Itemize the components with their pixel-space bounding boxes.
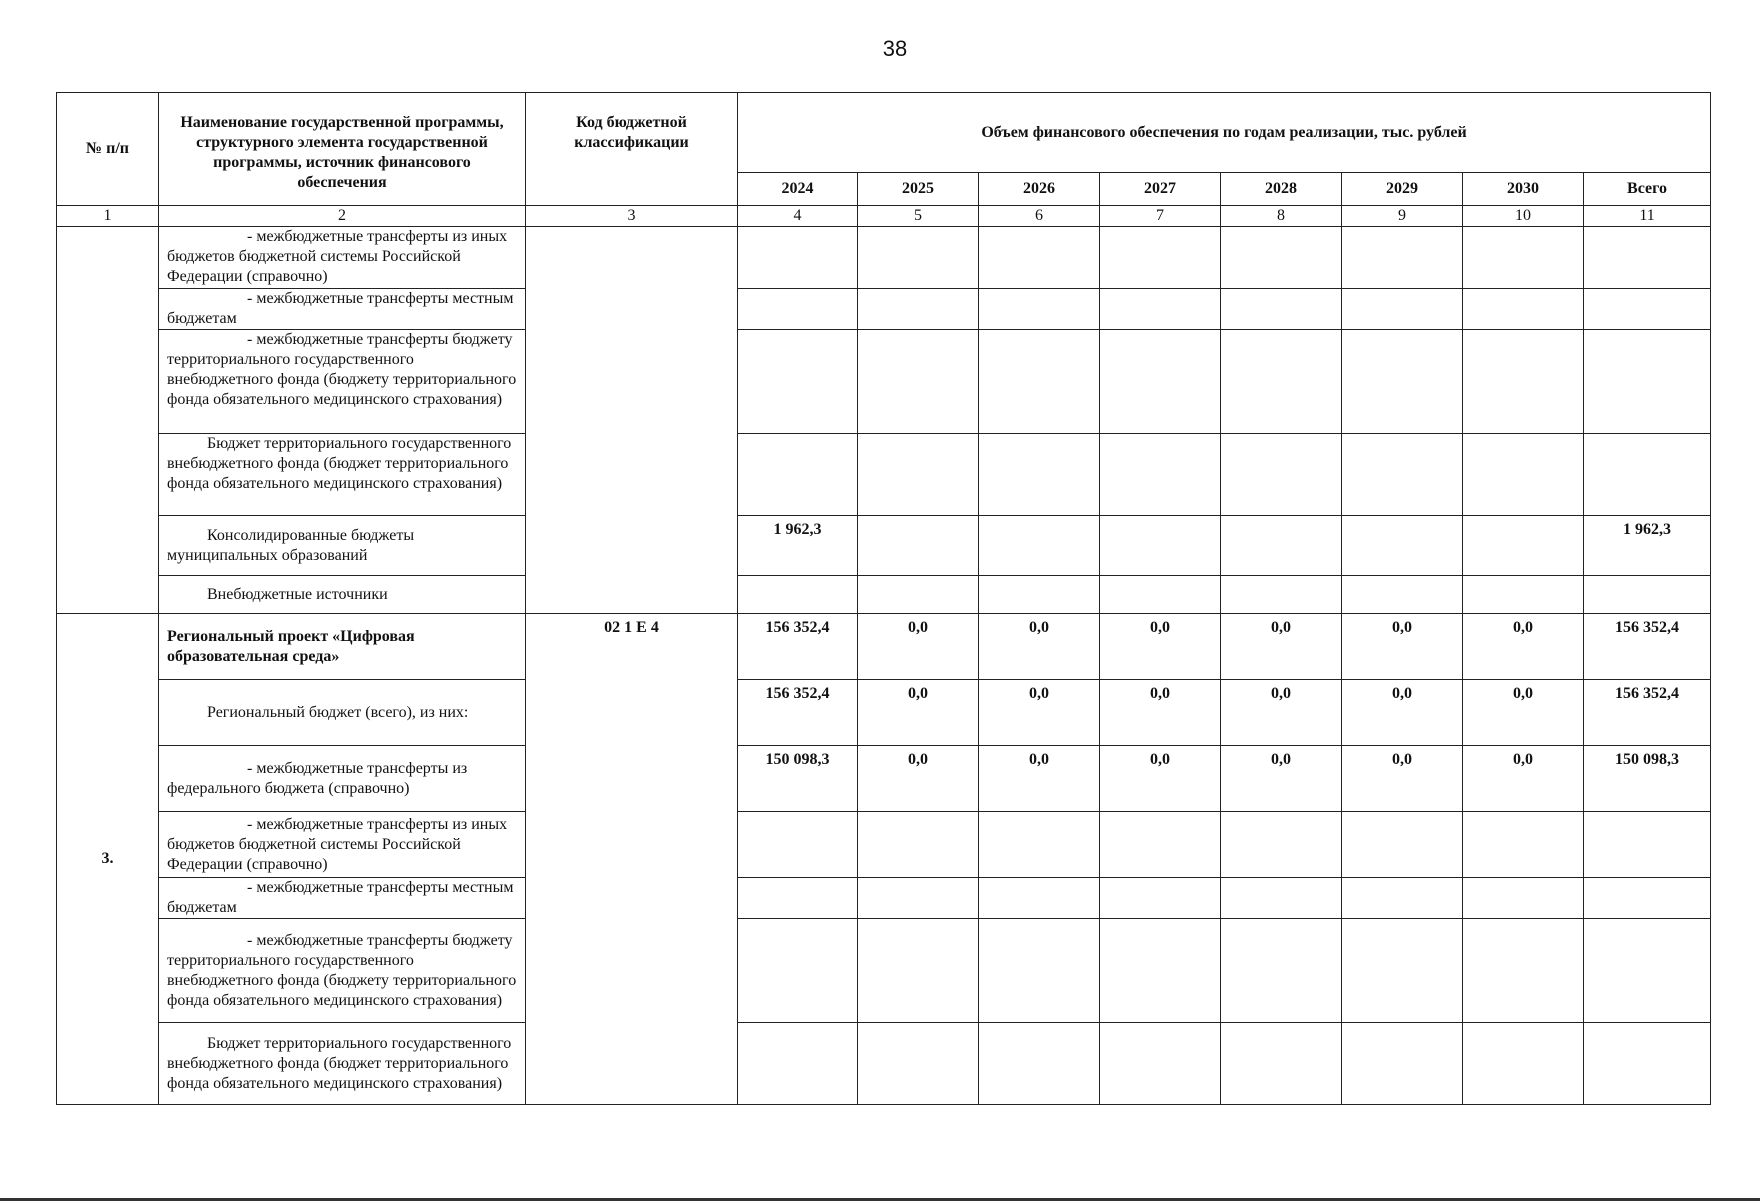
value-cell — [1463, 1023, 1584, 1105]
value-cell: 0,0 — [1221, 746, 1342, 812]
row-name: Региональный бюджет (всего), из них: — [159, 680, 526, 746]
value-cell — [1100, 434, 1221, 516]
value-cell — [1463, 576, 1584, 614]
value-cell: 156 352,4 — [738, 614, 858, 680]
value-cell — [1100, 812, 1221, 878]
header-year: 2028 — [1221, 173, 1342, 206]
row-number: 3. — [57, 614, 159, 1105]
header-year: 2027 — [1100, 173, 1221, 206]
column-number: 8 — [1221, 206, 1342, 227]
value-cell — [738, 1023, 858, 1105]
value-cell — [979, 878, 1100, 919]
header-volume: Объем финансового обеспечения по годам реализации, тыс. рублей — [738, 93, 1711, 173]
row-number-cell — [57, 227, 159, 614]
value-cell: 0,0 — [1342, 680, 1463, 746]
value-cell — [858, 878, 979, 919]
value-cell: 0,0 — [979, 746, 1100, 812]
value-cell — [738, 289, 858, 330]
value-cell — [1100, 919, 1221, 1023]
value-cell — [979, 812, 1100, 878]
page-number: 38 — [882, 36, 908, 61]
value-cell: 0,0 — [858, 614, 979, 680]
value-cell — [979, 1023, 1100, 1105]
value-cell — [1342, 289, 1463, 330]
value-cell — [1221, 516, 1342, 576]
row-name: - межбюджетные трансферты из иных бюджетов бюджетной системы Российской Федерации (справочно) — [159, 812, 526, 878]
value-cell: 156 352,4 — [1584, 614, 1711, 680]
value-cell: 150 098,3 — [1584, 746, 1711, 812]
value-cell: 0,0 — [979, 680, 1100, 746]
value-cell — [1463, 812, 1584, 878]
value-cell — [1342, 330, 1463, 434]
value-cell — [1584, 227, 1711, 289]
value-cell — [738, 878, 858, 919]
header-year: Всего — [1584, 173, 1711, 206]
column-number: 4 — [738, 206, 858, 227]
project-title: Региональный проект «Цифровая образовательная среда» — [159, 614, 526, 680]
column-number: 3 — [526, 206, 738, 227]
value-cell: 0,0 — [1463, 614, 1584, 680]
column-number: 7 — [1100, 206, 1221, 227]
value-cell — [1100, 227, 1221, 289]
table-row — [57, 434, 1711, 516]
value-cell — [1342, 516, 1463, 576]
value-cell — [1221, 919, 1342, 1023]
value-cell — [1100, 1023, 1221, 1105]
row-name: Консолидированные бюджеты муниципальных образований — [159, 516, 526, 576]
header-year: 2026 — [979, 173, 1100, 206]
row-name: Бюджет территориального государственного внебюджетного фонда (бюджет территориального фонда обязательного медицинского страхования) — [159, 434, 526, 516]
value-cell — [979, 919, 1100, 1023]
value-cell — [858, 812, 979, 878]
value-cell: 1 962,3 — [738, 516, 858, 576]
value-cell — [858, 330, 979, 434]
value-cell: 0,0 — [1221, 680, 1342, 746]
value-cell — [1100, 289, 1221, 330]
row-name: - межбюджетные трансферты местным бюджетам — [159, 289, 526, 330]
row-name: Внебюджетные источники — [159, 576, 526, 614]
header-number: № п/п — [57, 93, 159, 206]
value-cell — [858, 434, 979, 516]
value-cell — [1342, 1023, 1463, 1105]
value-cell — [1100, 576, 1221, 614]
value-cell — [979, 434, 1100, 516]
header-year: 2025 — [858, 173, 979, 206]
table-row — [57, 614, 1711, 680]
budget-code-cell — [526, 227, 738, 614]
value-cell — [858, 576, 979, 614]
value-cell — [979, 330, 1100, 434]
value-cell — [1584, 919, 1711, 1023]
value-cell — [1221, 878, 1342, 919]
value-cell — [979, 227, 1100, 289]
value-cell — [1342, 812, 1463, 878]
value-cell: 0,0 — [1100, 680, 1221, 746]
value-cell — [1221, 434, 1342, 516]
value-cell — [1221, 812, 1342, 878]
header-name: Наименование государственной программы, структурного элемента государственной программы, источник финансового обеспечения — [159, 93, 526, 206]
table-row — [57, 680, 1711, 746]
row-name: - межбюджетные трансферты из федерального бюджета (справочно) — [159, 746, 526, 812]
column-number: 6 — [979, 206, 1100, 227]
value-cell — [979, 576, 1100, 614]
value-cell — [1463, 516, 1584, 576]
value-cell — [1584, 576, 1711, 614]
value-cell: 0,0 — [1463, 680, 1584, 746]
value-cell: 1 962,3 — [1584, 516, 1711, 576]
value-cell — [738, 434, 858, 516]
value-cell — [1342, 576, 1463, 614]
value-cell — [1463, 289, 1584, 330]
budget-code: 02 1 E 4 — [526, 614, 738, 1105]
value-cell — [858, 516, 979, 576]
value-cell — [1221, 227, 1342, 289]
column-number: 5 — [858, 206, 979, 227]
header-year: 2024 — [738, 173, 858, 206]
table-row — [57, 289, 1711, 330]
value-cell — [738, 812, 858, 878]
table-row — [57, 576, 1711, 614]
value-cell — [738, 919, 858, 1023]
financing-table — [56, 92, 1711, 1105]
value-cell: 0,0 — [1463, 746, 1584, 812]
row-name: - межбюджетные трансферты бюджету территориального государственного внебюджетного фонда (бюджету территориального фонда обязательного медицинского страхования) — [159, 330, 526, 434]
value-cell — [1463, 919, 1584, 1023]
value-cell — [858, 1023, 979, 1105]
header-year: 2030 — [1463, 173, 1584, 206]
value-cell — [1100, 878, 1221, 919]
row-name: - межбюджетные трансферты местным бюджетам — [159, 878, 526, 919]
table-row — [57, 516, 1711, 576]
value-cell — [1221, 576, 1342, 614]
value-cell: 0,0 — [858, 680, 979, 746]
value-cell: 0,0 — [979, 614, 1100, 680]
value-cell — [858, 289, 979, 330]
value-cell: 0,0 — [858, 746, 979, 812]
table-row — [57, 1023, 1711, 1105]
value-cell — [979, 289, 1100, 330]
value-cell: 0,0 — [1342, 746, 1463, 812]
value-cell — [1100, 516, 1221, 576]
value-cell — [1584, 1023, 1711, 1105]
value-cell — [1221, 289, 1342, 330]
table-row — [57, 812, 1711, 878]
value-cell: 0,0 — [1100, 746, 1221, 812]
header-year: 2029 — [1342, 173, 1463, 206]
row-name: - межбюджетные трансферты бюджету территориального государственного внебюджетного фонда (бюджету территориального фонда обязательного медицинского страхования) — [159, 919, 526, 1023]
value-cell — [1342, 434, 1463, 516]
row-name: - межбюджетные трансферты из иных бюджетов бюджетной системы Российской Федерации (справочно) — [159, 227, 526, 289]
value-cell — [1342, 878, 1463, 919]
table-row — [57, 919, 1711, 1023]
column-number: 10 — [1463, 206, 1584, 227]
value-cell — [1584, 812, 1711, 878]
value-cell — [1584, 434, 1711, 516]
value-cell — [1100, 330, 1221, 434]
value-cell: 150 098,3 — [738, 746, 858, 812]
table-row — [57, 746, 1711, 812]
value-cell: 156 352,4 — [738, 680, 858, 746]
table-row — [57, 227, 1711, 289]
value-cell — [1584, 878, 1711, 919]
column-number: 9 — [1342, 206, 1463, 227]
value-cell — [979, 516, 1100, 576]
value-cell — [1463, 227, 1584, 289]
value-cell — [1221, 330, 1342, 434]
table-row — [57, 878, 1711, 919]
value-cell — [738, 227, 858, 289]
value-cell — [858, 227, 979, 289]
value-cell — [1584, 330, 1711, 434]
header-code: Код бюджетной классификации — [526, 93, 738, 206]
value-cell — [1342, 227, 1463, 289]
value-cell — [738, 576, 858, 614]
value-cell: 156 352,4 — [1584, 680, 1711, 746]
value-cell — [1584, 289, 1711, 330]
row-name: Бюджет территориального государственного внебюджетного фонда (бюджет территориального фонда обязательного медицинского страхования) — [159, 1023, 526, 1105]
value-cell: 0,0 — [1221, 614, 1342, 680]
value-cell — [858, 919, 979, 1023]
value-cell — [738, 330, 858, 434]
table-row — [57, 330, 1711, 434]
value-cell — [1221, 1023, 1342, 1105]
column-number: 11 — [1584, 206, 1711, 227]
value-cell — [1342, 919, 1463, 1023]
value-cell — [1463, 330, 1584, 434]
column-number: 1 — [57, 206, 159, 227]
value-cell: 0,0 — [1100, 614, 1221, 680]
value-cell: 0,0 — [1342, 614, 1463, 680]
value-cell — [1463, 878, 1584, 919]
column-number: 2 — [159, 206, 526, 227]
value-cell — [1463, 434, 1584, 516]
